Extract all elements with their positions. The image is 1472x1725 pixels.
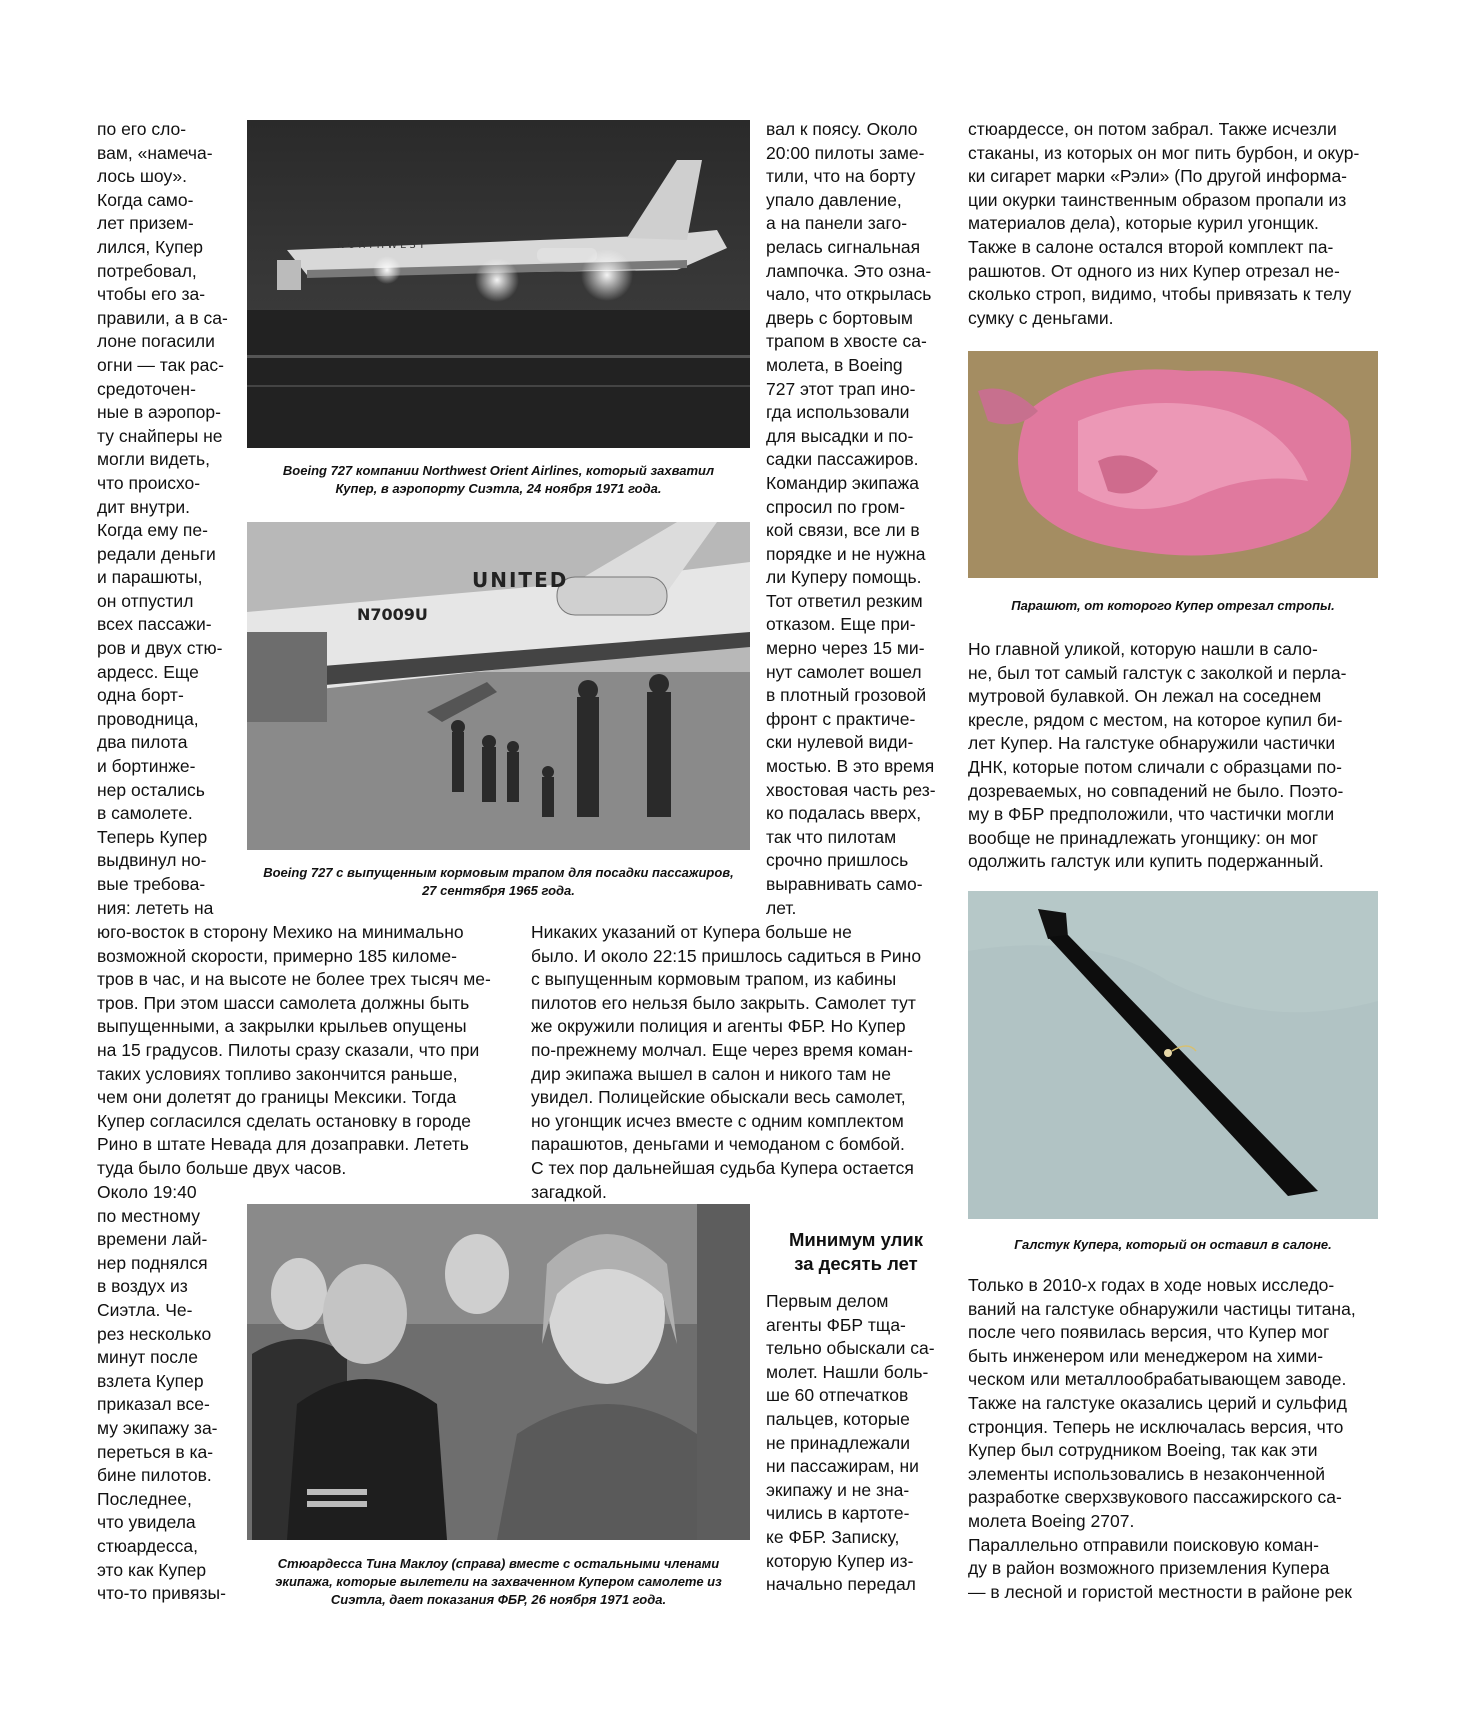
caption-tie: Галстук Купера, который он оставил в салоне. (1014, 1237, 1332, 1252)
article-text-col3-bottom: Первым делом агенты ФБР тща- тельно обыскали са- молет. Нашли боль- ше 60 отпечатков пальцев, которые не принадлежали ни пассажирам, ни экипажу и не зна- чились в картоте- ке ФБР. Записку, которую Купер из- начально передал (766, 1291, 935, 1595)
article-text-col4-p3: Только в 2010-х годах в ходе новых исследо- ваний на галстуке обнаружили частицы титана, после чего появилась версия, что Купер мог быть инженером или менеджером на хими- ческом или металлообрабатывающем заводе. Также на галстуке оказались церий и сульфид стронция. Теперь не исключалась версия, что Купер был сотрудником Boeing, так как эти элементы использовались в незаконченной разработке сверхзвукового пассажирского са- молета Boeing 2707. Параллельно отправили поисковую коман- ду в район возможного приземления Купера — в лесной и гористой местности в районе рек (968, 1275, 1356, 1602)
plane2-registration-text: N7009U (357, 605, 428, 624)
plane2-airline-text: UNITED (472, 568, 569, 592)
photo-northwest-boeing-727 (247, 120, 750, 448)
article-text-col4-p1: стюардессе, он потом забрал. Также исчезли стаканы, из которых он мог пить бурбон, и окур- ки сигарет марки «Рэли» (По другой информа- ции окурки таинственным образом пропали из материалов дела), которые курил угонщик. Также в салоне остался второй комплект па- рашютов. От одного из них Купер отрезал не- сколько строп, видимо, чтобы привязать к телу сумку с деньгами. (968, 119, 1360, 328)
caption-photo-united: Boeing 727 с выпущенным кормовым трапом для посадки пассажиров, 27 сентября 1965 года. (263, 865, 734, 898)
photo-cooper-tie (968, 891, 1378, 1219)
photo-united-rear-stairs (247, 522, 750, 850)
article-text-col4-p2: Но главной уликой, которую нашли в сало- не, был тот самый галстук с заколкой и перла- мутровой булавкой. Он лежал на соседнем кресле, рядом с местом, на которое купил би- лет Купер. На галстуке обнаружили частички ДНК, которые потом сличали с образцами по- дозреваемых, но совпадений не было. Поэто- му в ФБР предположили, что частички могли вообще не принадлежать угонщику: он мог одолжить галстук или купить подержанный. (968, 639, 1347, 872)
article-text-col2-wide: Никаких указаний от Купера больше не было. И около 22:15 пришлось садиться в Рино с выпущенным кормовым трапом, из кабины пилотов его нельзя было закрыть. Самолет тут же окружили полиция и агенты ФБР. Но Купер по-прежнему молчал. Еще через время коман- дир экипажа вышел в салон и никого там не увидел. Полицейские обыскали весь самолет, но угонщик исчез вместе с одним комплектом парашютов, деньгами и чемоданом с бомбой. С тех пор дальнейшая судьба Купера остается загадкой. (531, 922, 922, 1202)
article-text-col3-top: вал к поясу. Около 20:00 пилоты заме- тили, что на борту упало давление, а на панели заго- релась сигнальная лампочка. Это озна- чало, что открылась дверь с бортовым трапом в хвосте са- молета, в Boeing 727 этот трап ино- гда использовали для высадки и по- садки пассажиров. Командир экипажа спросил по гром- кой связи, все ли в порядке и не нужна ли Куперу помощь. Тот ответил резким отказом. Еще при- мерно через 15 ми- нут самолет вошел в плотный грозовой фронт с практиче- ски нулевой види- мостью. В это время хвостовая часть рез- ко подалась вверх, так что пилотам срочно пришлось выравнивать само- лет. (766, 119, 936, 918)
plane1-livery-text: NORTHWEST (337, 240, 428, 251)
caption-photo-northwest: Boeing 727 компании Northwest Orient Airlines, который захватил Купер, в аэропорту Сиэтла, 24 ноября 1971 года. (282, 463, 715, 496)
photo-crew-fbi-testimony (247, 1204, 750, 1540)
photo-pink-parachute (968, 351, 1378, 578)
article-text-col1-bottom: Около 19:40 по местному времени лай- нер поднялся в воздух из Сиэтла. Че- рез несколько минут после взлета Купер приказал все- му экипажу за- переться в ка- бине пилотов. Последнее, что увидела стюардесса, это как Купер что-то привязы- (97, 1182, 226, 1604)
caption-photo-crew: Стюардесса Тина Маклоу (справа) вместе с остальными членами экипажа, которые вылетели на захваченном Купером самолете из Сиэтла, дает показания ФБР, 26 ноября 1971 года. (275, 1556, 722, 1607)
article-text-col1-wide: юго-восток в сторону Мехико на минимально возможной скорости, примерно 185 киломе- тров в час, и на высоте не более трех тысяч ме- тров. При этом шасси самолета должны быть выпущенными, а закрылки крыльев опущены на 15 градусов. Пилоты сразу сказали, что при таких условиях топливо закончится раньше, чем они долетят до границы Мексики. Тогда Купер согласился сделать остановку в городе Рино в штате Невада для дозаправки. Лететь туда было больше двух часов. (97, 922, 491, 1178)
section-heading-evidence: Минимум улик за десять лет (788, 1229, 924, 1274)
caption-parachute: Парашют, от которого Купер отрезал стропы. (1011, 598, 1335, 613)
article-text-col1-top: по его сло- вам, «намеча- лось шоу». Когда само- лет призем- лился, Купер потребовал, чтобы его за- правили, а в са- лоне погасили огни — так рас- средоточен- ные в аэропор- ту снайперы не могли видеть, что происхо- дит внутри. Когда ему пе- редали деньги и парашюты, он отпустил всех пассажи- ров и двух стю- ардесс. Еще одна борт- проводница, два пилота и бортинже- нер остались в самолете. Теперь Купер выдвинул но- вые требова- ния: лететь на (97, 119, 228, 918)
